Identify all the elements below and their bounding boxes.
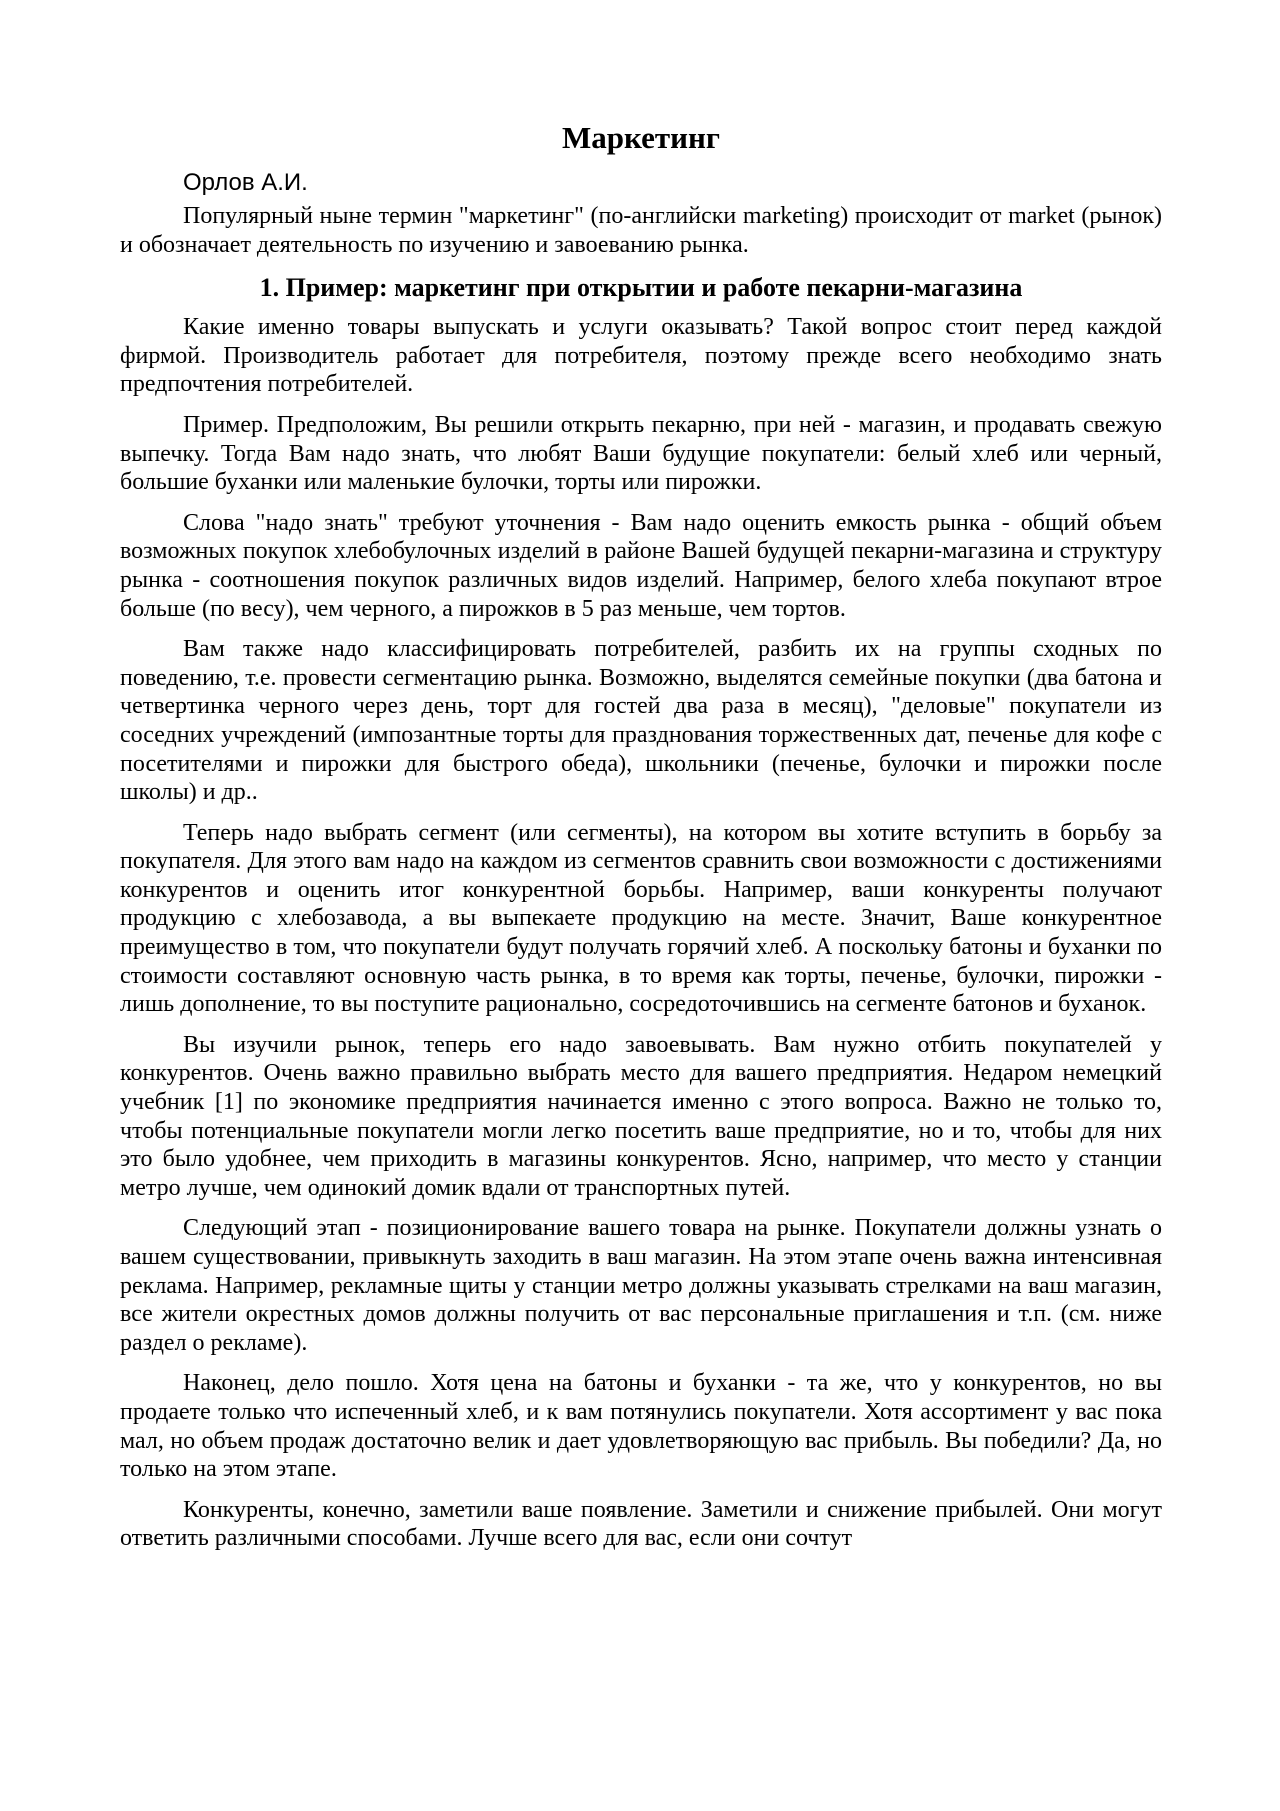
intro-paragraph: Популярный ныне термин "маркетинг" (по-английски marketing) происходит от market (рынок) и обозначает деятельность по изучению и завоеванию рынка. (120, 203, 1162, 258)
body-paragraph: Наконец, дело пошло. Хотя цена на батоны и буханки - та же, что у конкурентов, но вы продаете только что испеченный хлеб, и к вам потянулись покупатели. Хотя ассортимент у вас пока мал, но объем продаж достаточно велик и дает удовлетворяющую вас прибыль. Вы победили? Да, но только на этом этапе. (120, 1370, 1162, 1483)
body-paragraph: Слова "надо знать" требуют уточнения - Вам надо оценить емкость рынка - общий объем возможных покупок хлебобулочных изделий в районе Вашей будущей пекарни-магазина и структуру рынка - соотношения покупок различных видов изделий. Например, белого хлеба покупают втрое больше (по весу), чем черного, а пирожков в 5 раз меньше, чем тортов. (120, 509, 1162, 622)
document-author: Орлов А.И. (183, 169, 308, 196)
section-heading: 1. Пример: маркетинг при открытии и работе пекарни-магазина (259, 273, 1023, 303)
body-paragraph: Вы изучили рынок, теперь его надо завоевывать. Вам нужно отбить покупателей у конкурентов. Очень важно правильно выбрать место для вашего предприятия. Недаром немецкий учебник [1] по экономике предприятия начинается именно с этого вопроса. Важно не только то, чтобы потенциальные покупатели могли легко посетить ваше предприятие, но и то, чтобы для них это было удобнее, чем приходить в магазины конкурентов. Ясно, например, что место у станции метро лучше, чем одинокий домик вдали от транспортных путей. (120, 1031, 1162, 1201)
body-paragraph: Теперь надо выбрать сегмент (или сегменты), на котором вы хотите вступить в борьбу за покупателя. Для этого вам надо на каждом из сегментов сравнить свои возможности с достижениями конкурентов и оценить итог конкурентной борьбы. Например, ваши конкуренты получают продукцию с хлебозавода, а вы выпекаете продукцию на месте. Значит, Ваше конкурентное преимущество в том, что покупатели будут получать горячий хлеб. А поскольку батоны и буханки по стоимости составляют основную часть рынка, в то время как торты, печенье, булочки, пирожки - лишь дополнение, то вы поступите рационально, сосредоточившись на сегменте батонов и буханок. (120, 819, 1162, 1018)
body-paragraph: Вам также надо классифицировать потребителей, разбить их на группы сходных по поведению, т.е. провести сегментацию рынка. Возможно, выделятся семейные покупки (два батона и четвертинка черного через день, торт для гостей два раза в месяц), "деловые" покупатели из соседних учреждений (импозантные торты для празднования торжественных дат, печенье для кофе с посетителями и пирожки для быстрого обеда), школьники (печенье, булочки и пирожки после школы) и др.. (120, 636, 1162, 806)
document-body (120, 118, 1162, 1565)
document-title: Маркетинг (562, 120, 720, 155)
body-paragraph: Какие именно товары выпускать и услуги оказывать? Такой вопрос стоит перед каждой фирмой. Производитель работает для потребителя, поэтому прежде всего необходимо знать предпочтения потребителей. (120, 314, 1162, 398)
body-paragraph: Конкуренты, конечно, заметили ваше появление. Заметили и снижение прибылей. Они могут ответить различными способами. Лучше всего для вас, если они сочтут (120, 1496, 1162, 1552)
body-paragraph: Следующий этап - позиционирование вашего товара на рынке. Покупатели должны узнать о вашем существовании, привыкнуть заходить в ваш магазин. На этом этапе очень важна интенсивная реклама. Например, рекламные щиты у станции метро должны указывать стрелками на ваш магазин, все жители окрестных домов должны получить от вас персональные приглашения и т.п. (см. ниже раздел о рекламе). (120, 1215, 1162, 1356)
body-paragraph: Пример. Предположим, Вы решили открыть пекарню, при ней - магазин, и продавать свежую выпечку. Тогда Вам надо знать, что любят Ваши будущие покупатели: белый хлеб или черный, большие буханки или маленькие булочки, торты или пирожки. (120, 411, 1162, 496)
